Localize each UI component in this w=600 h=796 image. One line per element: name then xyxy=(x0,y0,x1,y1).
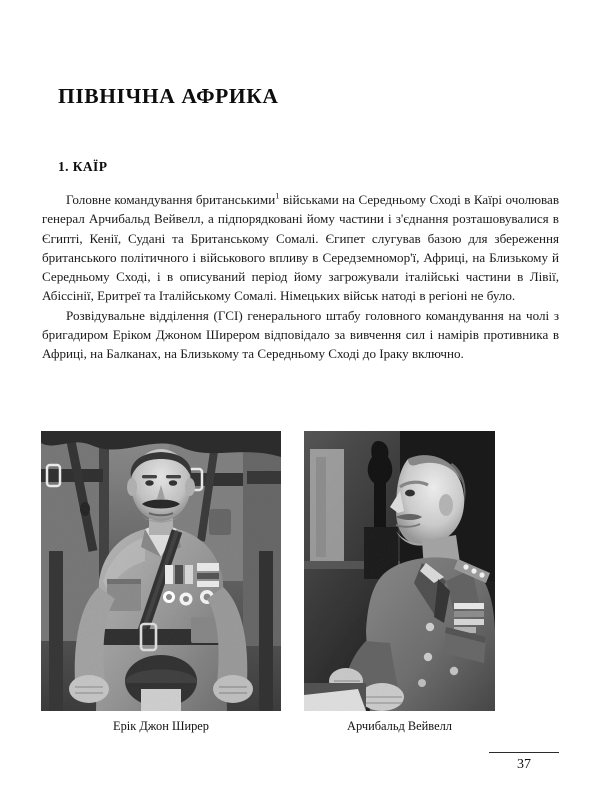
footnote-reference-1: 1 xyxy=(275,191,280,201)
footer-divider xyxy=(489,752,559,753)
body-text xyxy=(42,190,559,364)
figure-wavell xyxy=(304,431,495,711)
page-number: 37 xyxy=(517,757,531,772)
paragraph-2: Розвідувальне відділення (ГСІ) генерального штабу головного командування на чолі з бригадиром Еріком Джоном Ширером відповідало за вивчення сил і намірів противника в Африці, на Балканах, на Близькому та Середньому Сході до Іраку включно. xyxy=(42,307,559,362)
photograph-eric-john-shearer xyxy=(41,431,281,711)
figure-group xyxy=(41,431,559,711)
figure-caption-wavell: Арчибальд Вейвелл xyxy=(347,719,452,733)
figure-caption-shearer: Ерік Джон Ширер xyxy=(113,719,209,733)
paragraph-1-text-before-footnote: Головне командування британськими xyxy=(66,192,276,207)
paragraph-1 xyxy=(42,190,559,306)
page-title: ПІВНІЧНА АФРИКА xyxy=(58,84,279,109)
section-heading: 1. КАЇР xyxy=(58,159,108,175)
photograph-archibald-wavell xyxy=(304,431,495,711)
figure-shearer xyxy=(41,431,281,711)
paragraph-1-text-after-footnote: військами на Середньому Сході в Каїрі очолював генерал Арчибальд Вейвелл, а підпорядковані йому частини і з'єднання розташовувалися в Єгипті, Кенії, Судані та Британському Сомалі. Єгипет слугував базою для збереження британського політичного і військового впливу в Середземномор'ї, Африці, на Близькому й Середньому Сході, і в описуваний період йому загрожували італійські частини в Лівії, Абіссінії, Еритреї та Італійському Сомалі. Німецьких військ натоді в регіоні не було. xyxy=(42,192,559,304)
